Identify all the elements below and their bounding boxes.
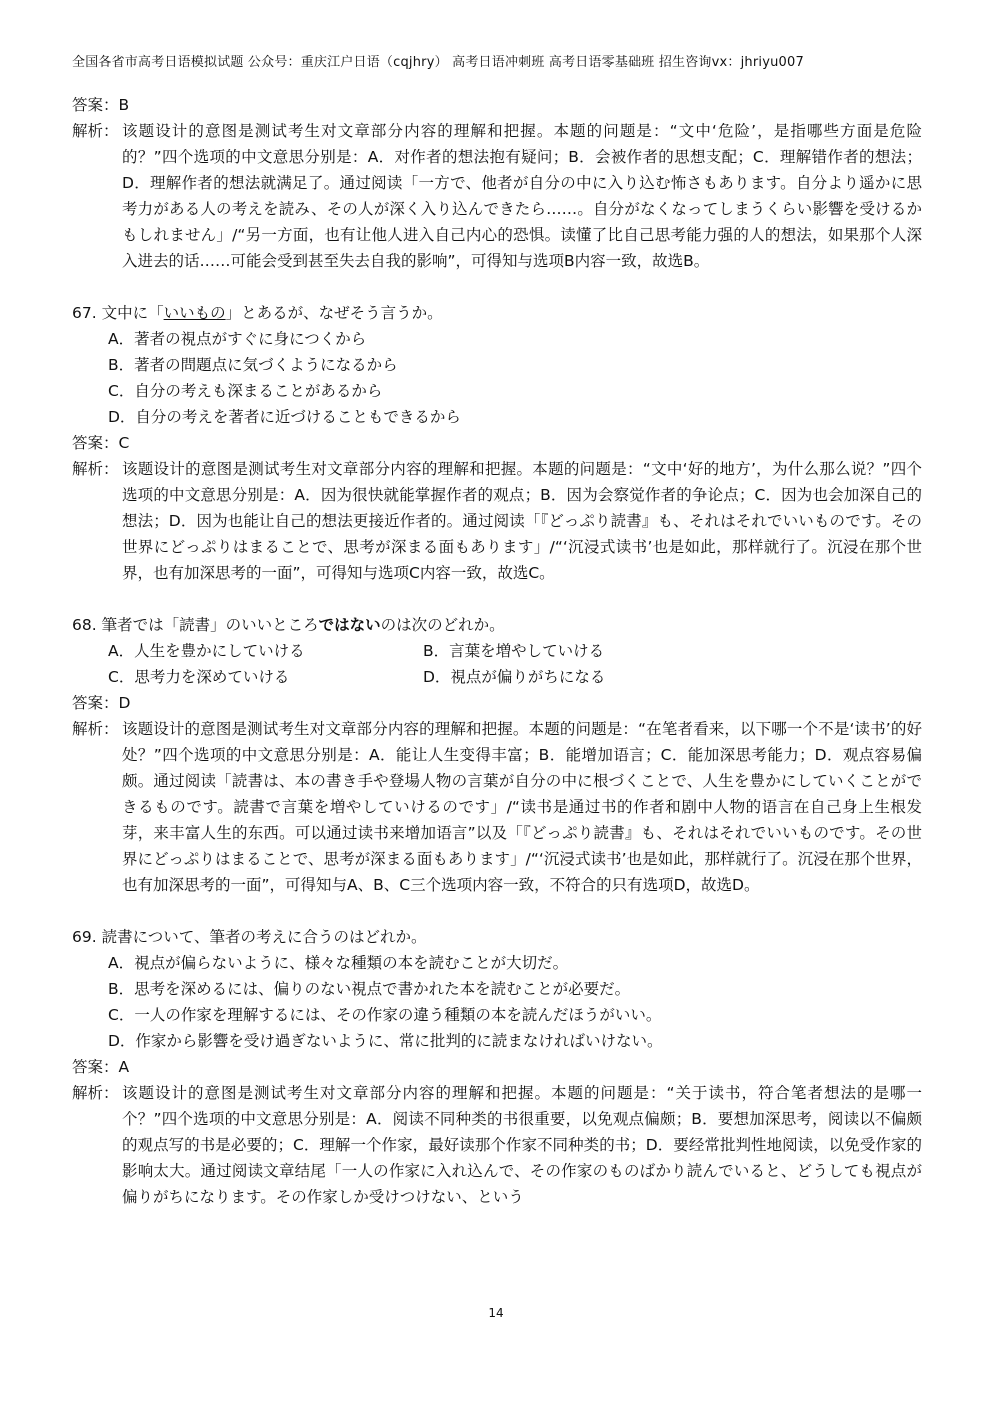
answer: 答案：C: [72, 434, 130, 452]
option-a: A．視点が偏らないように、様々な種類の本を読むことが大切だ。: [108, 954, 569, 972]
question-number: 67.: [72, 304, 97, 322]
explanation-label: 解析：: [72, 460, 119, 478]
explanation: [72, 716, 922, 898]
option-c: C．自分の考えも深まることがあるから: [108, 382, 383, 400]
content: [72, 92, 922, 1210]
question-text-post: 」とあるが、なぜそう言うか。: [225, 304, 443, 322]
header-text: 全国各省市高考日语模拟试题 公众号：重庆江户日语（cqjhry） 高考日语冲刺班 高考日语零基础班 招生咨询vx：jhriyu007: [72, 55, 804, 70]
explanation: [72, 1080, 922, 1210]
explanation-text: 该题设计的意图是测试考生对文章部分内容的理解和把握。本题的问题是：“在笔者看来，以下哪一个不是‘读书’的好处？”四个选项的中文意思分别是：A．能让人生变得丰富；B．能增加语言；C．能加深思考能力；D．观点容易偏颇。通过阅读「読書は、本の書き手や登場人物の言葉が自分の中に根づくことで、人生を豊かにしていくことができるものです。読書で言葉を増やしていけるのです」/“读书是通过书的作者和剧中人物的语言在自己身上生根发芽，来丰富人生的东西。可以通过读书来增加语言”以及「『どっぷり読書』も、それはそれでいいものです。その世界にどっぷりはまることで、思考が深まる面もあります」/“‘沉浸式读书’也是如此，那样就行了。沉浸在那个世界，也有加深思考的一面”，可得知与A、B、C三个选项内容一致，不符合的只有选项D，故选D。: [122, 720, 922, 894]
explanation-label: 解析：: [72, 720, 119, 738]
question-68: [72, 612, 922, 638]
question-number: 69.: [72, 928, 97, 946]
explanation-label: 解析：: [72, 122, 119, 140]
explanation-label: 解析：: [72, 1084, 119, 1102]
option-row: [72, 638, 922, 664]
question-number: 68.: [72, 616, 97, 634]
option-c: C．思考力を深めていける: [108, 668, 290, 686]
question-bold-text: ではない: [318, 616, 381, 634]
question-text: 読書について、筆者の考えに合うのはどれか。: [101, 928, 427, 946]
explanation-text: 该题设计的意图是测试考生对文章部分内容的理解和把握。本题的问题是：“关于读书，符合笔者想法的是哪一个？”四个选项的中文意思分别是：A．阅读不同种类的书很重要，以免观点偏颇；B．要想加深思考，阅读以不偏颇的观点写的书是必要的；C．理解一个作家，最好读那个作家不同种类的书；D．要经常批判性地阅读，以免受作家的影响太大。通过阅读文章结尾「一人の作家に入れ込んで、その作家のものばかり読んでいると、どうしても視点が偏りがちになります。その作家しか受けつけない、という: [122, 1084, 922, 1206]
page-footer: [0, 1306, 992, 1320]
option-d: D．自分の考えを著者に近づけることもできるから: [108, 408, 461, 426]
answer: 答案：D: [72, 694, 131, 712]
option-a: A．人生を豊かにしていける: [108, 642, 305, 660]
option-b: B．著者の問題点に気づくようになるから: [108, 356, 398, 374]
explanation-text: 该题设计的意图是测试考生对文章部分内容的理解和把握。本题的问题是：“文中‘危险’，是指哪些方面是危险的？”四个选项的中文意思分别是：A．对作者的想法抱有疑问；B．会被作者的思想支配；C．理解错作者的想法；D．理解作者的想法就满足了。通过阅读「一方で、他者が自分の中に入り込む怖さもあります。自分より遥かに思考力がある人の考えを読み、その人が深く入り込んできたら……。自分がなくなってしまうくらい影響を受けるかもしれません」/“另一方面，也有让他人进入自己内心的恐惧。读懂了比自己思考能力强的人的想法，如果那个人深入进去的话……可能会受到甚至失去自我的影响”，可得知与选项B内容一致，故选B。: [122, 122, 922, 270]
option-c: C．一人の作家を理解するには、その作家の違う種類の本を読んだほうがいい。: [108, 1006, 662, 1024]
option-b: B．思考を深めるには、偏りのない視点で書かれた本を読むことが必要だ。: [108, 980, 631, 998]
option-d: D．作家から影響を受け過ぎないように、常に批判的に読まなければいけない。: [108, 1032, 663, 1050]
answer: 答案：B: [72, 96, 130, 114]
option-d: D．視点が偏りがちになる: [423, 668, 606, 686]
page-header: [72, 54, 932, 72]
explanation: [72, 118, 922, 274]
question-text-pre: 文中に「: [101, 304, 164, 322]
option-row: [72, 664, 922, 690]
page-number: 14: [488, 1306, 504, 1320]
option-a: A．著者の視点がすぐに身につくから: [108, 330, 367, 348]
explanation-text: 该题设计的意图是测试考生对文章部分内容的理解和把握。本题的问题是：“文中‘好的地方’，为什么那么说？”四个选项的中文意思分别是：A．因为很快就能掌握作者的观点；B．因为会察觉作者的争论点；C．因为也会加深自己的想法；D．因为也能让自己的想法更接近作者的。通过阅读「『どっぷり読書』も、それはそれでいいものです。その世界にどっぷりはまることで、思考が深まる面もあります」/“‘沉浸式读书’也是如此，那样就行了。沉浸在那个世界，也有加深思考的一面”，可得知与选项C内容一致，故选C。: [122, 460, 922, 582]
question-text-pre: 筆者では「読書」のいいところ: [101, 616, 319, 634]
question-text-post: のは次のどれか。: [380, 616, 505, 634]
option-b: B．言葉を増やしていける: [423, 642, 605, 660]
question-underlined-text: いいもの: [163, 304, 226, 322]
answer: 答案：A: [72, 1058, 130, 1076]
explanation: [72, 456, 922, 586]
question-69: [72, 924, 922, 950]
question-67: [72, 300, 922, 326]
